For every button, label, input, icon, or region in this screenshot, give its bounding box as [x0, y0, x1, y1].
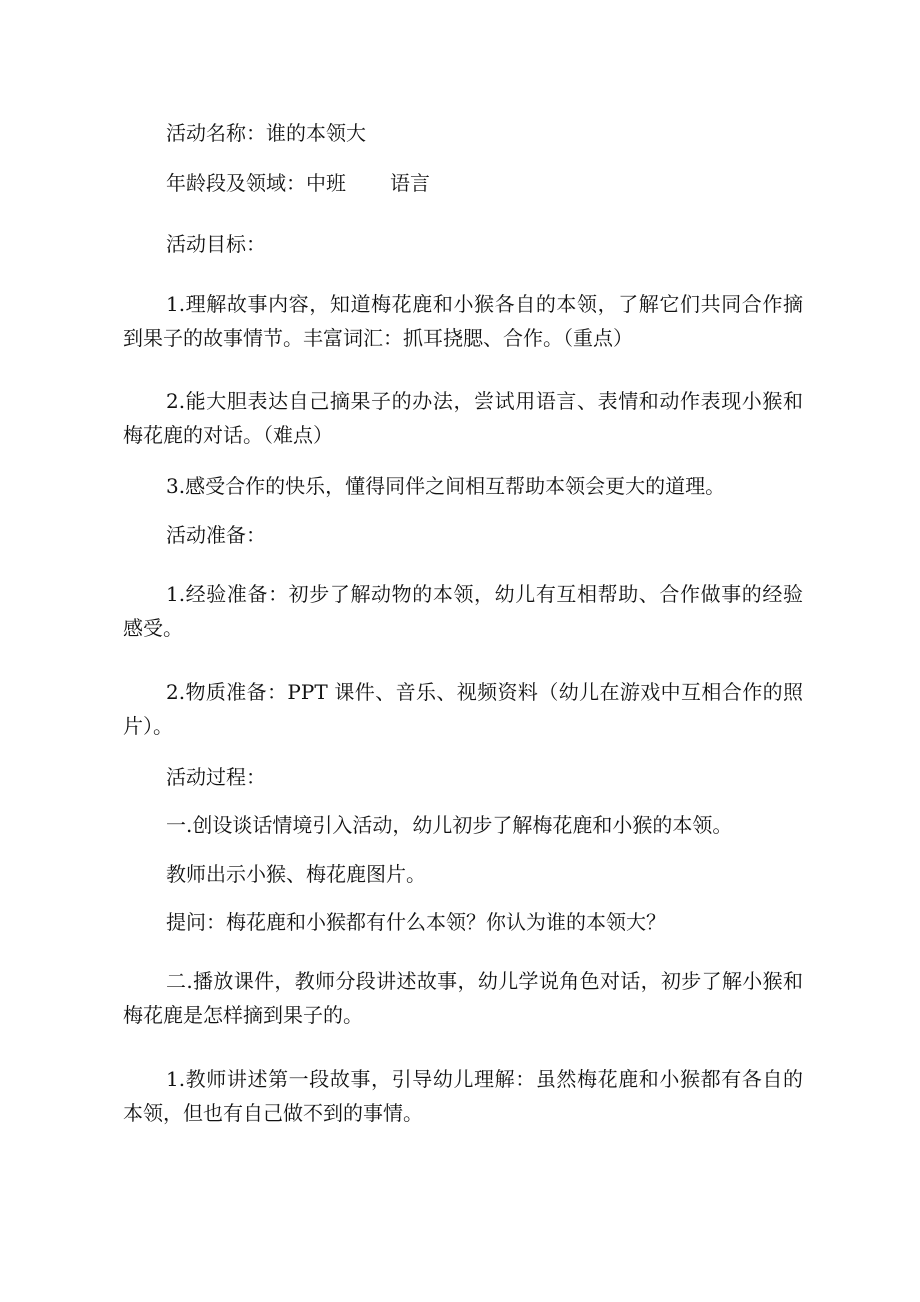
process-heading: 活动过程： — [166, 765, 266, 789]
goal-item-3: 3.感受合作的快乐，懂得同伴之间相互帮助本领会更大的道理。 — [166, 474, 726, 498]
activity-name-line — [166, 116, 846, 150]
age-domain-line — [166, 166, 846, 200]
process-note-1: 教师出示小猴、梅花鹿图片。 — [166, 862, 426, 886]
prep-item-2: 2.物质准备：PPT 课件、音乐、视频资料（幼儿在游戏中互相合作的照片）。 — [123, 680, 803, 738]
activity-name: 谁的本领大 — [266, 121, 366, 145]
prep-item-1: 1.经验准备：初步了解动物的本领，幼儿有互相帮助、合作做事的经验感受。 — [123, 582, 803, 640]
domain: 语言 — [390, 171, 430, 195]
goals-heading: 活动目标： — [166, 232, 266, 256]
goal-item-1: 1.理解故事内容，知道梅花鹿和小猴各自的本领，了解它们共同合作摘到果子的故事情节。丰富词汇：抓耳挠腮、合作。（重点） — [123, 292, 803, 350]
activity-name-label: 活动名称： — [166, 121, 266, 145]
process-step-2: 二.播放课件，教师分段讲述故事，幼儿学说角色对话，初步了解小猴和梅花鹿是怎样摘到果子的。 — [123, 969, 803, 1027]
process-step-1: 一.创设谈话情境引入活动，幼儿初步了解梅花鹿和小猴的本领。 — [166, 813, 733, 837]
age-group: 中班 — [306, 171, 346, 195]
age-domain-label: 年龄段及领域： — [166, 171, 306, 195]
process-question-1: 提问：梅花鹿和小猴都有什么本领？你认为谁的本领大？ — [166, 910, 666, 934]
process-step-2-item-1: 1.教师讲述第一段故事，引导幼儿理解：虽然梅花鹿和小猴都有各自的本领，但也有自己做不到的事情。 — [123, 1067, 803, 1125]
prep-heading: 活动准备： — [166, 523, 266, 547]
goal-item-2: 2.能大胆表达自己摘果子的办法，尝试用语言、表情和动作表现小猴和梅花鹿的对话。（难点） — [123, 389, 803, 447]
